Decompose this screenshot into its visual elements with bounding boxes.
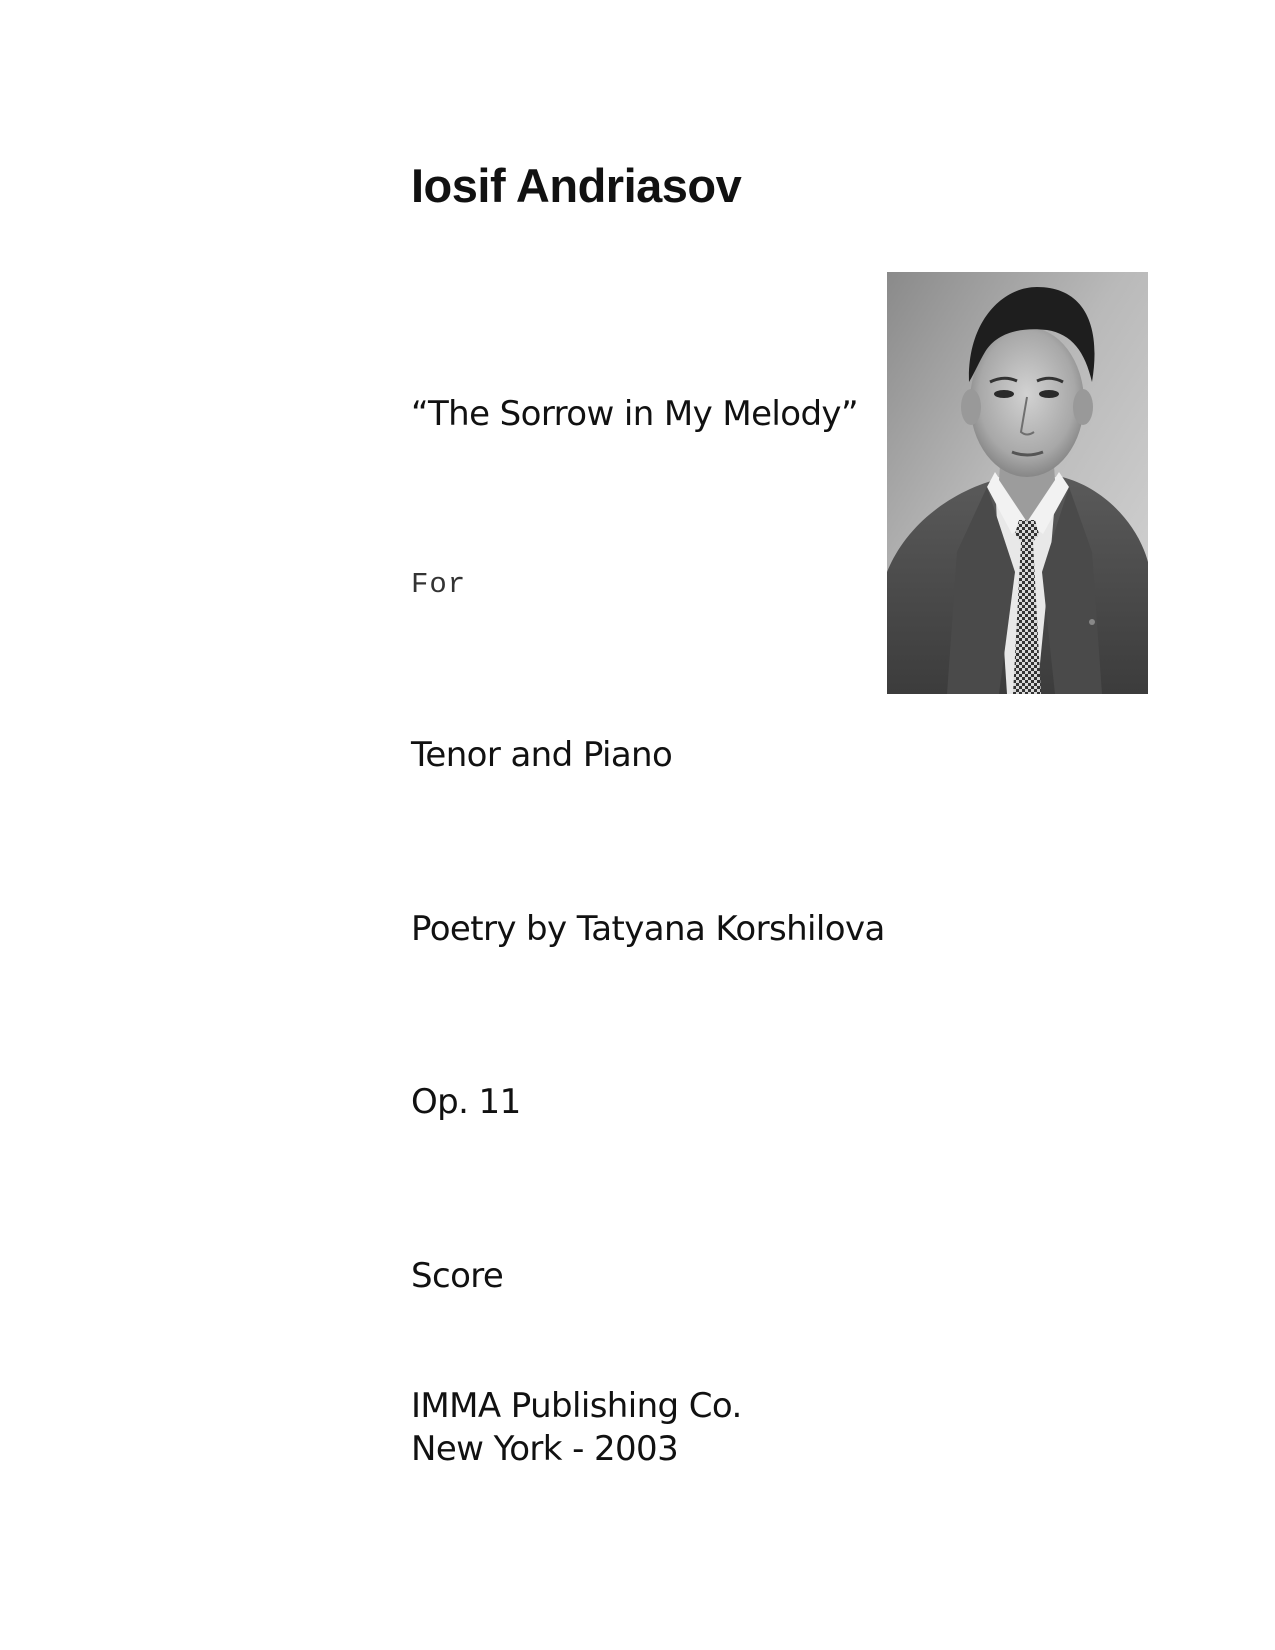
edition-type: Score	[411, 1256, 504, 1296]
for-label: For	[411, 568, 467, 601]
poetry-credit: Poetry by Tatyana Korshilova	[411, 909, 885, 949]
composer-name: Iosif Andriasov	[411, 159, 742, 212]
composer-portrait-photo	[887, 272, 1148, 694]
opus-number: Op. 11	[411, 1082, 521, 1122]
portrait-illustration	[887, 272, 1148, 694]
instrumentation: Tenor and Piano	[411, 735, 673, 775]
publisher-place-year: New York - 2003	[411, 1429, 679, 1469]
work-title: “The Sorrow in My Melody”	[411, 394, 858, 434]
publisher-name: IMMA Publishing Co.	[411, 1386, 742, 1426]
